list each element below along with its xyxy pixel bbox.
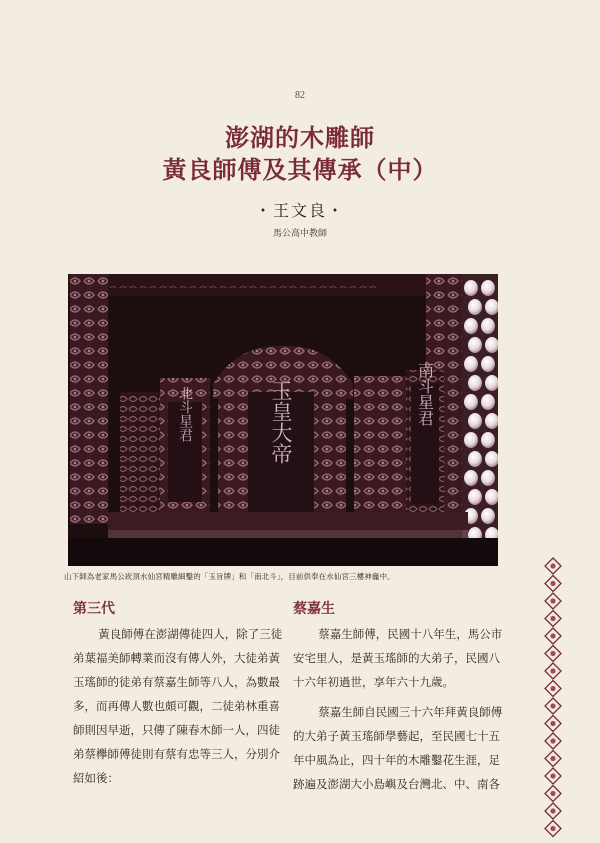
paragraph: [293, 700, 518, 796]
text-line: 弟蔡欅師傅徒則有蔡有忠等三人，分別介: [73, 747, 280, 761]
left-column: [73, 622, 288, 790]
text-line: 蔡嘉生師自民國三十六年拜黃良師傅: [318, 705, 503, 719]
text-line: 紹如後：: [73, 771, 119, 785]
lantern-bulb: [468, 451, 482, 467]
ornament-dot: [550, 598, 555, 603]
ornament-dot: [550, 791, 555, 796]
lantern-bulb: [481, 318, 495, 334]
ornament-dot: [550, 616, 555, 621]
paragraph: [293, 622, 518, 694]
ornament-dot: [550, 581, 555, 586]
lantern-bulb: [468, 375, 482, 391]
ornament-dot: [550, 808, 555, 813]
ornament-dot: [550, 686, 555, 691]
lantern-bulb: [468, 413, 482, 429]
lantern-bulb: [481, 394, 495, 410]
lantern-bulb: [464, 394, 478, 410]
ornament-dot: [550, 668, 555, 673]
carving-photo: [68, 274, 498, 566]
right-column: [293, 622, 518, 796]
lantern-bulb: [468, 337, 482, 353]
ornament-dot: [550, 563, 555, 568]
text-line: 蔡嘉生師傅，民國十八年生，馬公市: [318, 627, 503, 641]
section-heading-third-generation: 第三代: [73, 601, 115, 617]
lantern-bulb: [481, 432, 495, 448]
text-line: 跡遍及澎湖大小島嶼及台灣北、中、南各: [293, 777, 500, 791]
lantern-bulb: [464, 432, 478, 448]
lantern-bulb: [481, 508, 495, 524]
photo-caption: 山下師為老家馬公崁頂水仙宮精雕細鑿的「玉旨牌」和「南北斗」，目前供奉在水仙宮三樓神龕中。: [64, 572, 395, 581]
lantern-bulb: [468, 299, 482, 315]
lantern-bulb: [481, 280, 495, 296]
decorative-border: [537, 556, 569, 843]
author-affiliation: 馬公高中教師: [272, 229, 327, 239]
text-line: 年中風為止，四十年的木雕鑿花生涯，足: [293, 753, 500, 767]
lantern-bulb: [464, 280, 478, 296]
text-line: 黃良師傅在澎湖傳徒四人，除了三徒: [98, 627, 283, 641]
article-title-line2: 黃良師傅及其傳承（中）: [162, 156, 438, 184]
page-number: 82: [295, 90, 305, 101]
text-line: 多，而再傳人數也頗可觀，二徒弟林重喜: [73, 699, 280, 713]
lantern-bulb: [481, 470, 495, 486]
text-line: 玉瑤師的徒弟有蔡嘉生師等八人，為數最: [73, 675, 280, 689]
ornament-dot: [550, 651, 555, 656]
ornament-dot: [550, 721, 555, 726]
plaque-right-text: 南斗星君: [415, 362, 435, 426]
lantern-bulb: [481, 356, 495, 372]
ornament-dot: [550, 826, 555, 831]
text-line: 師則因早逝，只傳了陳春木師一人，四徒: [73, 723, 280, 737]
text-line: 弟葉福美師轉業而沒有傳人外，大徒弟黃: [73, 651, 280, 665]
ornament-dot: [550, 756, 555, 761]
paragraph: [73, 622, 288, 790]
article-title-line1: 澎湖的木雕師: [225, 124, 375, 152]
text-line: 的大弟子黃玉瑤師學藝起，至民國七十五: [293, 729, 500, 743]
lantern-bulb: [464, 356, 478, 372]
ornament-dot: [550, 738, 555, 743]
section-heading-cai-jiasheng: 蔡嘉生: [293, 601, 335, 617]
ornament-dot: [550, 773, 555, 778]
ornament-dot: [550, 703, 555, 708]
lantern-bulb: [464, 318, 478, 334]
plaque-left-text: 北斗星君: [177, 386, 193, 442]
plaque-center-text: 玉皇大帝: [269, 380, 293, 464]
author-name: ・王文良・: [254, 201, 345, 220]
lantern-bulb: [464, 470, 478, 486]
text-line: 安宅里人，是黃玉瑤師的大弟子，民國八: [293, 651, 500, 665]
text-line: 十六年初過世，享年六十九歲。: [293, 675, 454, 689]
lantern-bulb: [468, 489, 482, 505]
ornament-dot: [550, 633, 555, 638]
